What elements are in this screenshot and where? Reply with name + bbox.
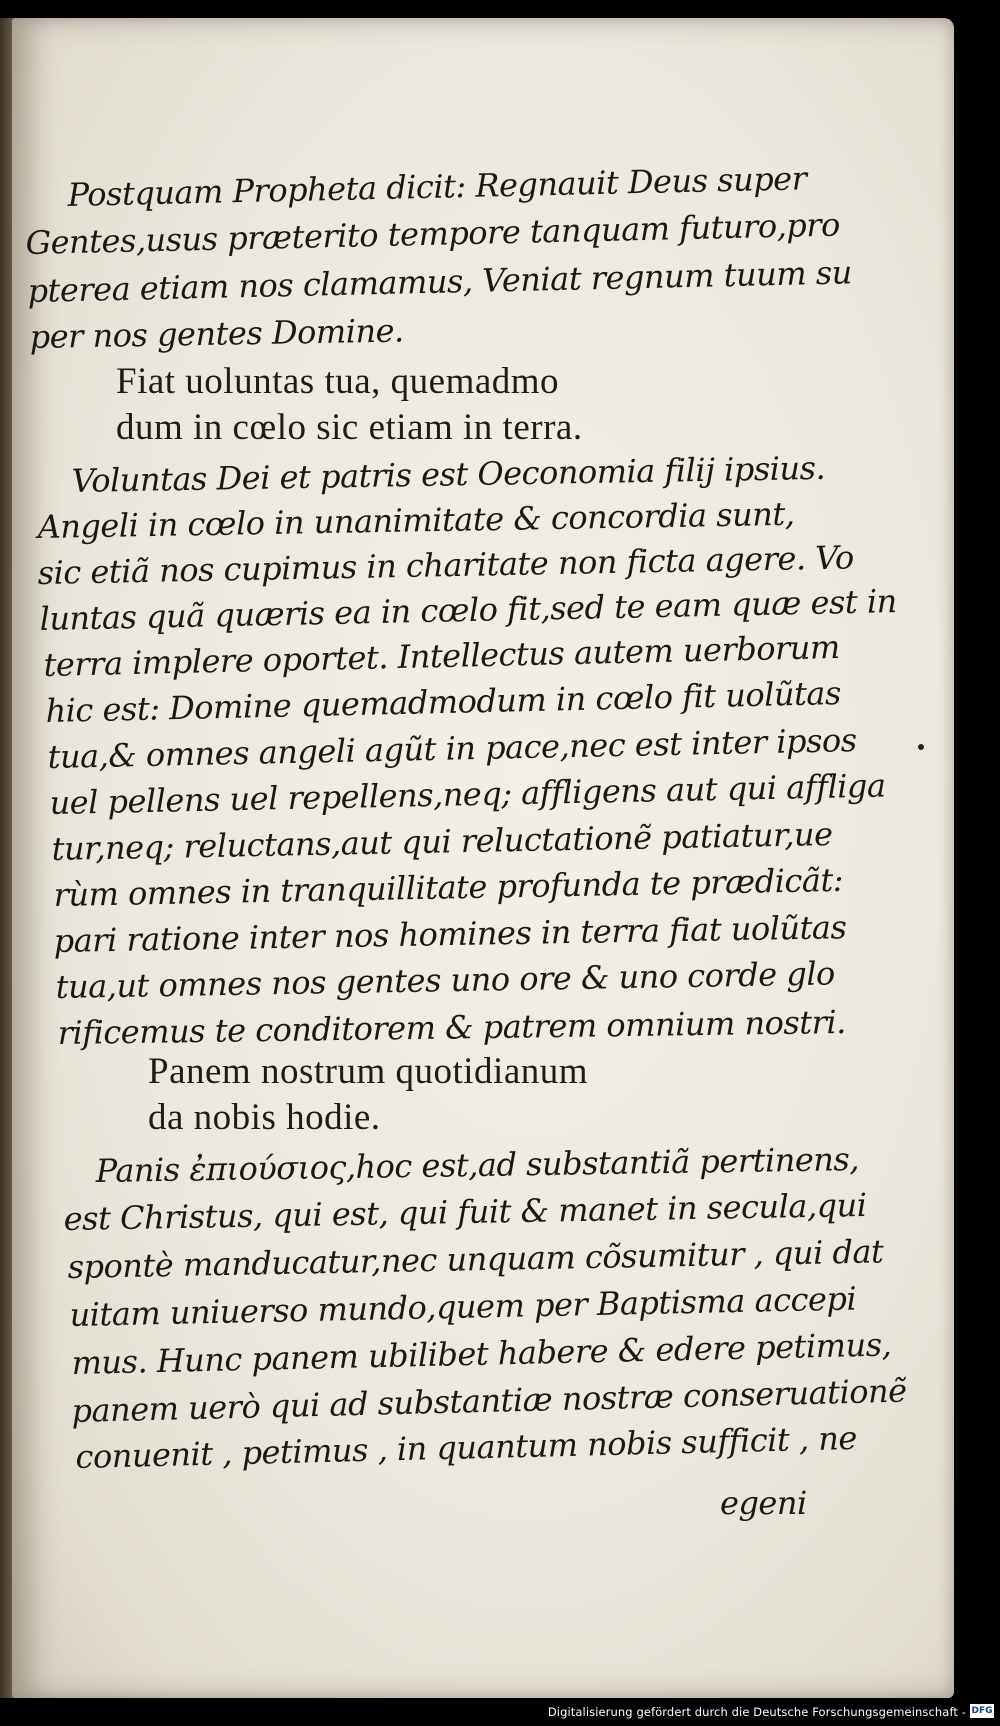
section-heading: da nobis hodie. [148,1097,381,1138]
book-page [12,18,954,1698]
text-line: Panis ἐπιούσιος,hoc est,ad substantiã pertinens, [95,1140,860,1190]
catchword: egeni [720,1484,807,1522]
text-line: uel pellens uel repellens,neq; affligens aut qui affliga [49,766,886,822]
text-line: uitam uniuerso mundo,quem per Baptisma accepi [69,1279,857,1334]
text-line: hic est: Domine quemadmodum in cœlo fit uolũtas [45,673,842,730]
text-line: terra implere oportet. Intellectus autem uerborum [43,627,841,684]
text-line: spontè manducatur,nec unquam cõsumitur , qui dat [67,1232,884,1286]
text-line: Gentes,usus præterito tempore tanquam futuro,pro [25,205,841,262]
section-heading: Panem nostrum quotidianum [148,1051,589,1092]
ink-spot [918,744,924,750]
text-line: rificemus te conditorem & patrem omnium nostri. [57,1002,847,1052]
dfg-logo-icon: DFG [971,1706,993,1716]
text-line: Postquam Propheta dicit: Regnauit Deus super [67,159,807,214]
text-line: pari ratione inter nos homines in terra fiat uolũtas [53,908,847,960]
text-line: tua,& omnes angeli agũt in pace,nec est inter ipsos [47,721,857,776]
text-line: tur,neq; reluctans,aut qui reluctationẽ patiatur,ue [51,815,833,868]
text-line: mus. Hunc panem ubilibet habere & edere petimus, [71,1325,892,1382]
text-line: Voluntas Dei et patris est Oeconomia filij ipsius. [71,448,826,500]
text-line: per nos gentes Domine. [29,311,404,356]
text-line: luntas quã quæris ea in cœlo fit,sed te eam quæ est in [39,582,898,638]
text-line: est Christus, qui est, qui fuit & manet in secula,qui [63,1185,867,1238]
text-line: rùm omnes in tranquillitate profunda te prædicãt: [53,860,844,914]
text-line: panem uerò qui ad substantiæ nostræ conseruationẽ [71,1371,907,1430]
text-line: sic etiã nos cupimus in charitate non ficta agere. Vo [37,538,854,592]
text-line: tua,ut omnes nos gentes uno ore & uno corde glo [55,954,836,1006]
text-line: pterea etiam nos clamamus, Veniat regnum tuum su [27,253,853,310]
funding-credit: Digitalisierung gefördert durch die Deutsche Forschungsgemeinschaft - [547,1705,966,1719]
page-text [12,18,954,1698]
section-heading: dum in cœlo sic etiam in terra. [116,407,583,448]
text-line: conuenit , petimus , in quantum nobis sufficit , ne [75,1418,858,1476]
section-heading: Fiat uoluntas tua, quemadmo [116,361,560,402]
text-line: Angeli in cœlo in unanimitate & concordia sunt, [37,494,795,546]
